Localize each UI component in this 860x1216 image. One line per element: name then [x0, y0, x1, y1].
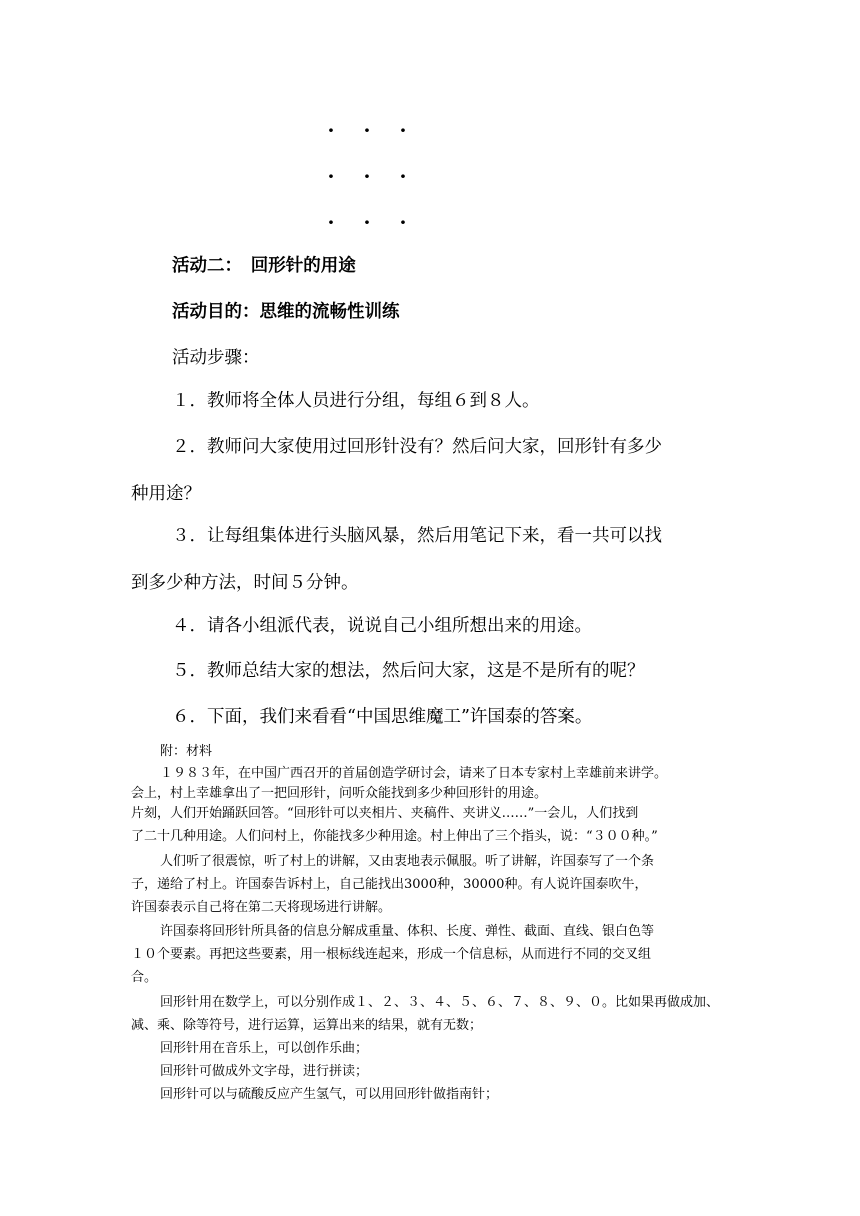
appendix-line: １０个要素。再把这些要素，用一根标线连起来，形成一个信息标，从而进行不同的交叉组: [131, 947, 652, 962]
dot: ·: [327, 164, 335, 188]
dot: ·: [363, 164, 371, 188]
appendix-line: 回形针可以与硫酸反应产生氢气，可以用回形针做指南针；: [160, 1087, 499, 1102]
appendix-line: 回形针用在音乐上，可以创作乐曲；: [160, 1041, 369, 1056]
dot: ·: [363, 210, 371, 234]
appendix-line: １９８３年，在中国广西召开的首届创造学研讨会，请来了日本专家村上幸雄前来讲学。: [160, 766, 668, 781]
appendix-line: 回形针可做成外文字母，进行拼读；: [160, 1064, 369, 1079]
step-3-line-1: ３．让每组集体进行头脑风暴，然后用笔记下来，看一共可以找: [172, 526, 662, 546]
dot: ·: [399, 210, 407, 234]
appendix-line: 许国泰将回形针所具备的信息分解成重量、体积、长度、弹性、截面、直线、银白色等: [160, 924, 655, 939]
appendix-line: 子，递给了村上。许国泰告诉村上，自己能找出3000种，30000种。有人说许国泰吹牛，: [131, 877, 648, 892]
appendix-line: 会上，村上幸雄拿出了一把回形针，问听众能找到多少种回形针的用途。: [131, 786, 548, 801]
step-6: ６．下面，我们来看看“中国思维魔工”许国泰的答案。: [172, 707, 593, 727]
appendix-line: 合。: [131, 970, 158, 985]
ellipsis-row-3: [313, 210, 421, 234]
activity-steps-label: 活动步骤：: [172, 348, 260, 368]
appendix-label: 附：材料: [160, 744, 213, 759]
dot: ·: [327, 118, 335, 142]
appendix-line: 了二十几种用途。人们问村上，你能找多少种用途。村上伸出了三个指头，说：“３００种。”: [131, 829, 658, 844]
ellipsis-row-2: [313, 164, 421, 188]
step-2-line-2: 种用途？: [131, 484, 201, 504]
appendix-line: 许国泰表示自己将在第二天将现场进行讲解。: [131, 900, 392, 915]
appendix-line: 回形针用在数学上，可以分别作成１、２、３、４、５、６、７、８、９、０。比如果再做成加、: [160, 995, 720, 1010]
appendix-line: 减、乘、除等符号，进行运算，运算出来的结果，就有无数；: [131, 1018, 483, 1033]
ellipsis-row-1: [313, 118, 421, 142]
step-1: １．教师将全体人员进行分组，每组６到８人。: [172, 391, 540, 411]
appendix-line: 人们听了很震惊，听了村上的讲解，又由衷地表示佩服。听了讲解，许国泰写了一个条: [160, 854, 655, 869]
step-4: ４．请各小组派代表，说说自己小组所想出来的用途。: [172, 616, 592, 636]
step-2-line-1: ２．教师问大家使用过回形针没有？然后问大家，回形针有多少: [172, 437, 662, 457]
step-5: ５．教师总结大家的想法，然后问大家，这是不是所有的呢？: [172, 661, 645, 681]
dot: ·: [363, 118, 371, 142]
dot: ·: [399, 118, 407, 142]
dot: ·: [399, 164, 407, 188]
activity-title: 活动二： 回形针的用途: [172, 256, 356, 276]
step-3-line-2: 到多少种方法，时间５分钟。: [131, 573, 359, 593]
appendix-line: 片刻，人们开始踊跃回答。“回形针可以夹相片、夹稿件、夹讲义……”一会儿，人们找到: [131, 806, 639, 821]
activity-purpose: 活动目的：思维的流畅性训练: [172, 302, 400, 322]
dot: ·: [327, 210, 335, 234]
